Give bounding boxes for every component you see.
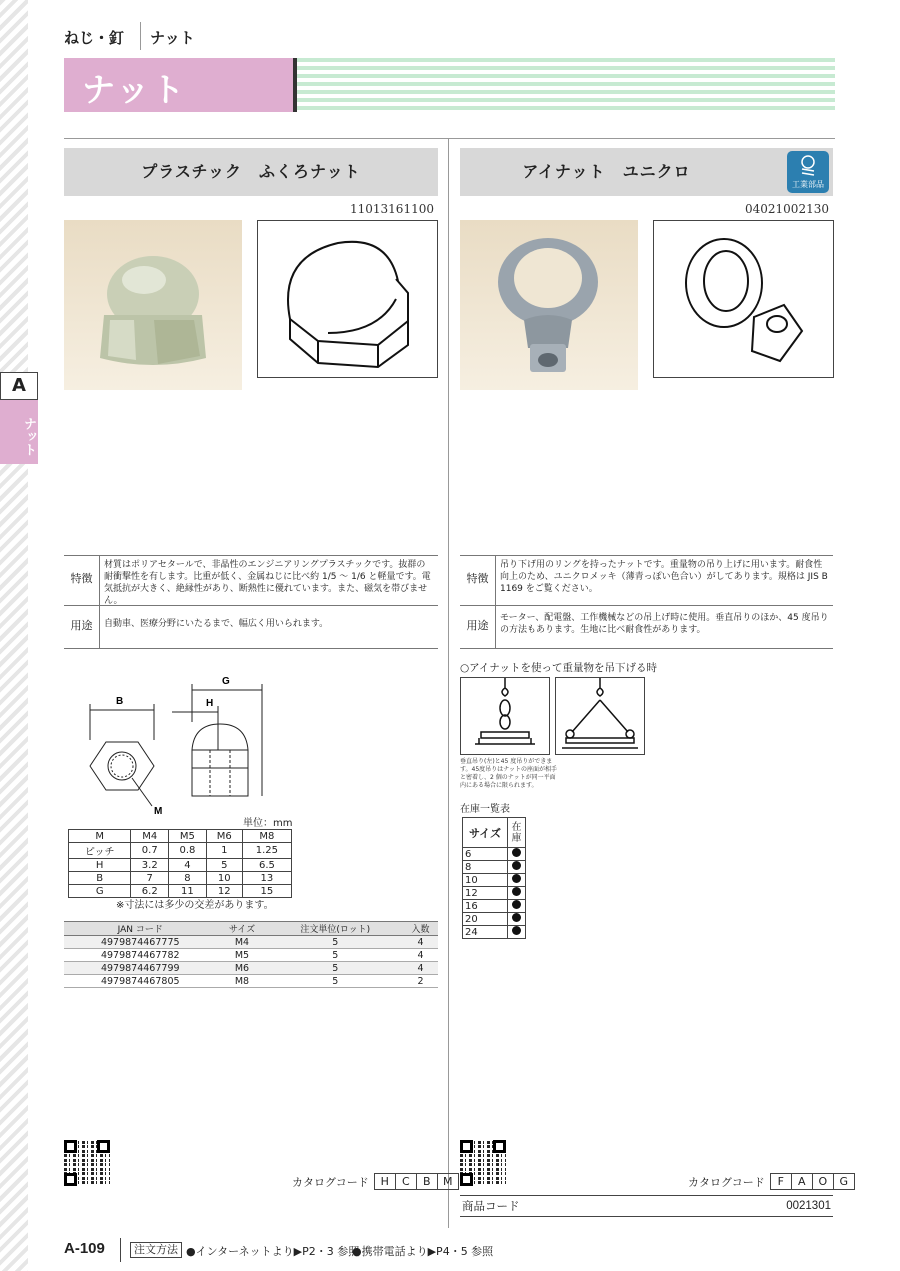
dimension-cell: 13: [242, 872, 291, 885]
stock-row: [463, 900, 526, 913]
product-code-value: 0021301: [786, 1200, 831, 1212]
left-product-photo: [64, 220, 242, 390]
title-stripes: [297, 58, 835, 112]
jan-cell: 4: [403, 936, 438, 949]
jan-header: 入数: [403, 922, 438, 936]
dimension-cell: M5: [169, 830, 207, 843]
jan-cell: 4979874467805: [64, 975, 216, 988]
left-margin-stripes: [0, 0, 28, 1271]
left-product-code: 11013161100: [350, 202, 434, 216]
footer-separator: [120, 1238, 121, 1262]
stock-header-size: サイズ: [463, 818, 508, 848]
stock-status: [508, 848, 526, 861]
stock-row: [463, 874, 526, 887]
dimension-cell: 5: [206, 859, 242, 872]
page-title: ナット: [64, 58, 294, 112]
dimension-cell: 6.2: [131, 885, 169, 898]
right-catalog-label: カタログコード: [688, 1175, 765, 1189]
jan-cell: 4: [403, 962, 438, 975]
dimension-row: [69, 859, 292, 872]
stock-row: [463, 887, 526, 900]
jan-header: 注文単位(ロット): [267, 922, 403, 936]
catalog-code-letter: O: [812, 1173, 834, 1190]
dimension-cell: ピッチ: [69, 843, 131, 859]
breadcrumb-sub: ナット: [150, 29, 195, 47]
vertical-lift-icon: [461, 678, 549, 754]
right-features-row: [460, 555, 833, 605]
in-stock-dot-icon: [512, 926, 521, 935]
stock-size: 12: [463, 887, 508, 900]
catalog-code-letter: B: [416, 1173, 438, 1190]
left-catalog-letters: [375, 1173, 459, 1190]
dimension-table: [68, 829, 292, 898]
dimension-row: [69, 872, 292, 885]
dimension-cell: 3.2: [131, 859, 169, 872]
in-stock-dot-icon: [512, 887, 521, 896]
dimension-row: [69, 843, 292, 859]
breadcrumb-category: ねじ・釘: [64, 29, 125, 47]
dimension-cell: 1: [206, 843, 242, 859]
dimension-cell: 8: [169, 872, 207, 885]
stock-status: [508, 874, 526, 887]
left-catalog-label: カタログコード: [292, 1175, 369, 1189]
dimension-cell: 12: [206, 885, 242, 898]
dimension-cell: 0.8: [169, 843, 207, 859]
stock-row: [463, 861, 526, 874]
cap-nut-drawing-icon: [258, 221, 437, 377]
jan-cell: 5: [267, 962, 403, 975]
right-catalog-letters: [771, 1173, 855, 1190]
jan-cell: 2: [403, 975, 438, 988]
stock-size: 6: [463, 848, 508, 861]
in-stock-dot-icon: [512, 848, 521, 857]
lifting-title: ○アイナットを使って重量物を吊下げる時: [460, 662, 658, 674]
stock-table: [462, 817, 526, 939]
dimension-cell: 6.5: [242, 859, 291, 872]
jan-cell: 5: [267, 936, 403, 949]
right-features-label: 特徴: [460, 556, 496, 605]
column-divider: [448, 138, 449, 1228]
dimension-cell: 10: [206, 872, 242, 885]
right-use-text: モーター、配電盤、工作機械などの吊上げ時に使用。垂直吊りのほか、45 度吊りの方法もあります。生地に比べ耐食性があります。: [500, 613, 829, 635]
jan-cell: M4: [216, 936, 267, 949]
dimension-diagram: [70, 670, 290, 820]
order-method-label: 注文方法: [130, 1242, 182, 1258]
stock-status: [508, 913, 526, 926]
left-features-text: 材質はポリアセタールで、非晶性のエンジニアリングプラスチックです。抜群の耐衝撃性を有します。比重が低く、金属ねじに比べ約 1/5 ～ 1/6 と軽量です。電気抵抗が大きく、絶縁性があり、断熱性に優れています。また、磁気を帯びません。: [104, 560, 431, 606]
unit-note: 単位：mm: [243, 818, 293, 829]
vertical-lift-diagram: [460, 677, 550, 755]
angled-lift-diagram: [555, 677, 645, 755]
dimension-cell: M8: [242, 830, 291, 843]
stock-size: 24: [463, 926, 508, 939]
index-tab-letter[interactable]: A: [0, 372, 38, 400]
dim-label-m: M: [154, 806, 163, 817]
dimension-row: [69, 830, 292, 843]
eye-nut-photo-icon: [460, 220, 638, 390]
stock-status: [508, 926, 526, 939]
dimension-cell: G: [69, 885, 131, 898]
catalog-code-letter: M: [437, 1173, 459, 1190]
eye-nut-drawing-icon: [654, 221, 833, 377]
dimension-cell: H: [69, 859, 131, 872]
internet-order-link[interactable]: ●インターネットより▶P2・3 参照: [186, 1245, 360, 1258]
dimension-cell: 15: [242, 885, 291, 898]
jan-row: [64, 949, 438, 962]
jan-cell: 5: [267, 975, 403, 988]
dim-label-h: H: [206, 698, 214, 709]
in-stock-dot-icon: [512, 913, 521, 922]
right-features-text: 吊り下げ用のリングを持ったナットです。重量物の吊り上げに用います。耐食性向上のため、ユニクロメッキ（薄青っぽい色合い）がしてあります。規格は JIS B 1169 をご覧ください。: [500, 560, 828, 594]
catalog-code-letter: C: [395, 1173, 417, 1190]
jan-row: [64, 975, 438, 988]
right-product-drawing: [653, 220, 834, 378]
right-catalog-code: [688, 1173, 855, 1190]
in-stock-dot-icon: [512, 900, 521, 909]
left-use-label: 用途: [64, 606, 100, 648]
dimension-cell: 0.7: [131, 843, 169, 859]
left-catalog-code: [292, 1173, 459, 1190]
left-features-label: 特徴: [64, 556, 100, 605]
catalog-code-letter: G: [833, 1173, 855, 1190]
jan-header: JAN コード: [64, 922, 216, 936]
jan-cell: 5: [267, 949, 403, 962]
jan-header: サイズ: [216, 922, 267, 936]
left-use-text: 自動車、医療分野にいたるまで、幅広く用いられます。: [104, 619, 329, 629]
left-use-row: [64, 605, 438, 649]
catalog-code-letter: A: [791, 1173, 813, 1190]
dim-label-b: B: [116, 696, 124, 707]
stock-row: [463, 913, 526, 926]
jan-cell: 4: [403, 949, 438, 962]
right-use-label: 用途: [460, 606, 496, 648]
mobile-order-link[interactable]: ●携帯電話より▶P4・5 参照: [352, 1245, 494, 1258]
left-product-heading: プラスチック ふくろナット: [64, 148, 438, 196]
left-features-row: [64, 555, 438, 605]
dimension-cell: M4: [131, 830, 169, 843]
stock-header-instock: 在庫: [508, 818, 526, 848]
dim-label-g: G: [222, 676, 230, 687]
dimension-cell: M6: [206, 830, 242, 843]
stock-size: 16: [463, 900, 508, 913]
product-code-label: 商品コード: [462, 1199, 520, 1213]
left-product-drawing: [257, 220, 438, 378]
index-tab-label[interactable]: ナット: [0, 400, 38, 464]
stock-size: 10: [463, 874, 508, 887]
dimension-cell: 7: [131, 872, 169, 885]
jan-cell: 4979874467799: [64, 962, 216, 975]
stock-row: [463, 848, 526, 861]
right-qr-code[interactable]: [460, 1140, 506, 1186]
screw-icon: [797, 155, 819, 177]
left-qr-code[interactable]: [64, 1140, 110, 1186]
stock-title: 在庫一覧表: [460, 804, 510, 815]
stock-size: 20: [463, 913, 508, 926]
dimension-cell: M: [69, 830, 131, 843]
stock-status: [508, 900, 526, 913]
lifting-note: 垂直吊り(左)と45 度吊りができます。45度吊りはナットの座面が相手と密着し、2 個のナットが同一平面内にある場合に限られます。: [460, 758, 558, 789]
right-product-heading: アイナット ユニクロ: [460, 148, 833, 196]
breadcrumb-separator: [140, 22, 141, 50]
catalog-code-letter: H: [374, 1173, 396, 1190]
dimension-cell: B: [69, 872, 131, 885]
jan-row: [64, 936, 438, 949]
top-rule: [64, 138, 835, 139]
catalog-code-letter: F: [770, 1173, 792, 1190]
product-code-row: [460, 1195, 833, 1217]
dimension-cell: 11: [169, 885, 207, 898]
in-stock-dot-icon: [512, 861, 521, 870]
in-stock-dot-icon: [512, 874, 521, 883]
badge-label: 工業部品: [792, 180, 824, 189]
stock-size: 8: [463, 861, 508, 874]
jan-cell: M5: [216, 949, 267, 962]
dimension-note: ※寸法には多少の交差があります。: [116, 900, 274, 911]
jan-cell: 4979874467775: [64, 936, 216, 949]
jan-cell: M6: [216, 962, 267, 975]
stock-row: [463, 926, 526, 939]
jan-row: [64, 962, 438, 975]
right-product-code: 04021002130: [745, 202, 829, 216]
dimension-cell: 4: [169, 859, 207, 872]
jan-cell: M8: [216, 975, 267, 988]
jan-cell: 4979874467782: [64, 949, 216, 962]
page-number: A-109: [64, 1240, 105, 1257]
right-use-row: [460, 605, 833, 649]
cap-nut-photo-icon: [64, 220, 242, 390]
dimension-cell: 1.25: [242, 843, 291, 859]
angled-lift-icon: [556, 678, 644, 754]
industrial-parts-badge: [787, 151, 829, 193]
stock-status: [508, 861, 526, 874]
right-product-photo: [460, 220, 638, 390]
stock-status: [508, 887, 526, 900]
jan-table: [64, 921, 438, 988]
